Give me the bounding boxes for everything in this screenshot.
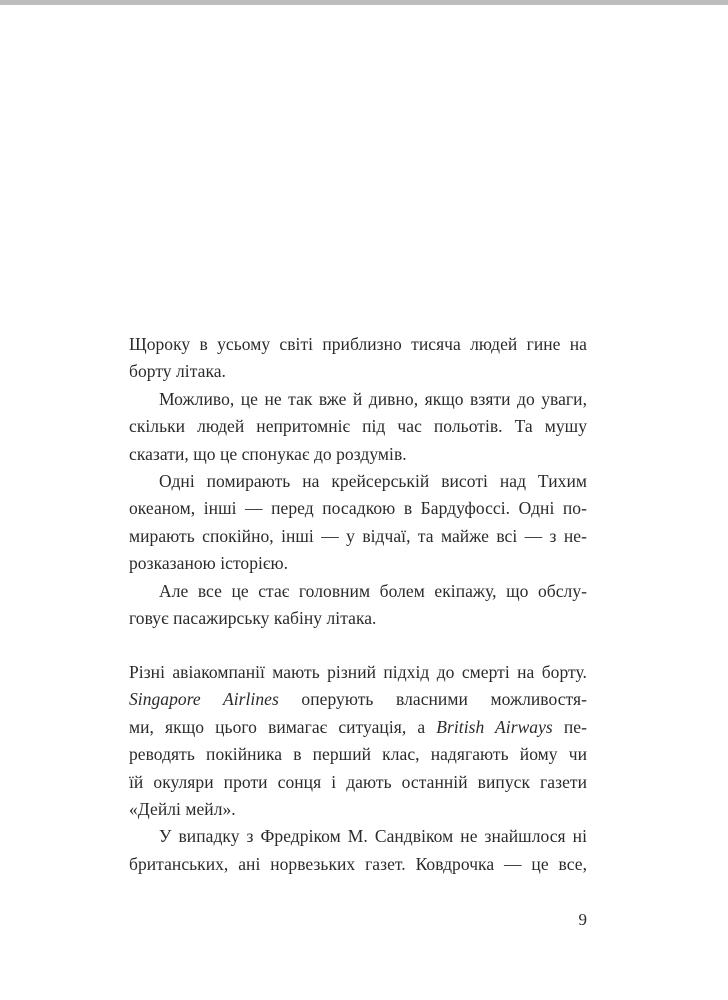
- text-line: Можливо, це не так вже й дивно, якщо взяти до уваги,: [159, 388, 587, 409]
- text-line: «Дейлі мейл».: [129, 798, 236, 819]
- text-line: сказати, що це спонукає до роздумів.: [129, 443, 407, 464]
- text-line: скільки людей непритомніє під час польотів. Та мушу: [129, 416, 587, 437]
- text-line: їй окуляри проти сонця і дають останній випуск газети: [129, 771, 587, 792]
- text-line: борту літака.: [129, 361, 226, 382]
- text-line: Одні помирають на крейсерській висоті над Тихим: [159, 470, 587, 491]
- text-line: говує пасажирську кабіну літака.: [129, 607, 377, 628]
- airline-name: Singapore Airlines: [129, 689, 279, 710]
- text-fragment: оперують власними можливостя-: [278, 689, 587, 710]
- top-rule: [0, 0, 728, 5]
- page-number: 9: [578, 910, 587, 929]
- text-line: океаном, інші — перед посадкою в Бардуфоссі. Одні по-: [129, 498, 587, 519]
- airline-name: British Airways: [436, 716, 553, 737]
- text-line: Різні авіакомпанії мають різний підхід до смерті на борту.: [129, 662, 587, 682]
- text-fragment: пе-: [552, 716, 587, 737]
- text-line: розказаною історією.: [129, 553, 289, 574]
- text-line: [129, 714, 587, 741]
- text-line: реводять покійника в перший клас, надягають йому чи: [129, 744, 587, 765]
- text-line: британських, ані норвезьких газет. Ковдрочка — це все,: [129, 853, 587, 874]
- text-block-opening: [129, 331, 587, 632]
- text-fragment: ми, якщо цього вимагає ситуація, а: [129, 716, 437, 737]
- text-line: мирають спокійно, інші — у відчаї, та майже всі — з не-: [129, 525, 587, 546]
- text-line: [129, 686, 587, 713]
- text-line: Щороку в усьому світі приблизно тисяча людей гине на: [129, 334, 587, 354]
- text-line: Але все це стає головним болем екіпажу, що обслу-: [159, 580, 587, 601]
- text-line: У випадку з Фредріком М. Сандвіком не знайшлося ні: [159, 826, 587, 847]
- text-block-airlines: [129, 659, 587, 878]
